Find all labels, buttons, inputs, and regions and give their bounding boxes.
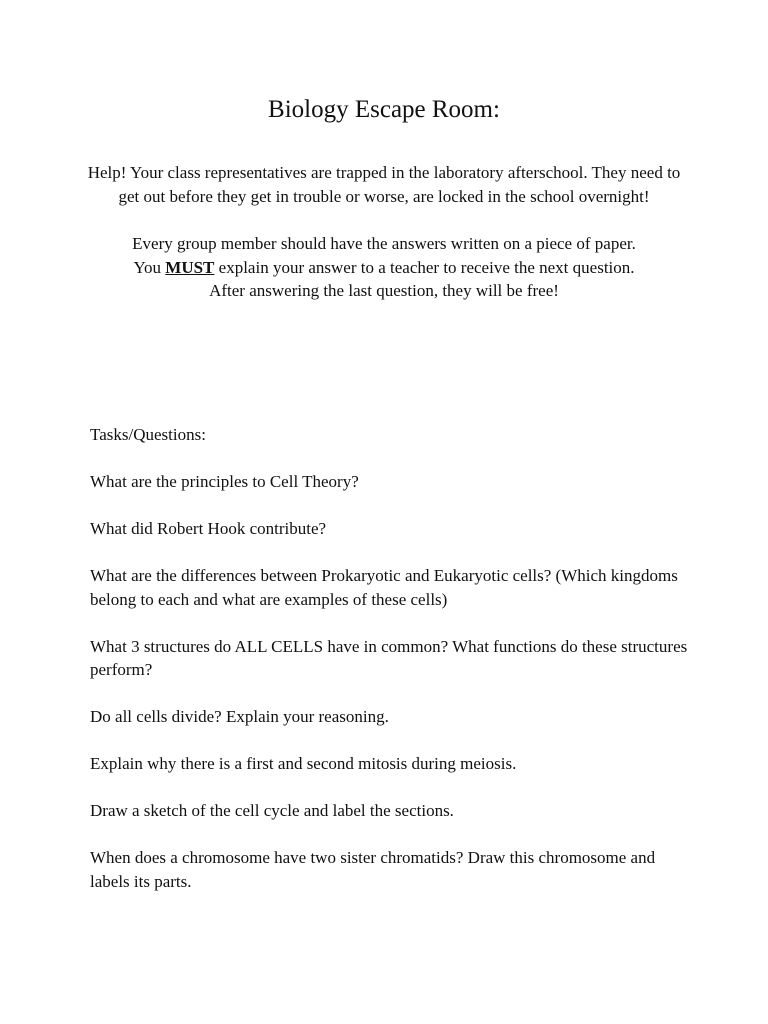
instruction-line-2-end: explain your answer to a teacher to receive the next question. — [214, 257, 635, 277]
instruction-line-1: Every group member should have the answers written on a piece of paper. — [132, 234, 636, 253]
intro-section — [84, 161, 684, 303]
instruction-line-2-start: You — [133, 257, 166, 277]
question-1: What are the principles to Cell Theory? — [90, 472, 359, 491]
must-emphasis: MUST — [165, 257, 215, 277]
question-2: What did Robert Hook contribute? — [90, 519, 327, 538]
instruction-line-3: After answering the last question, they will be free! — [209, 281, 559, 300]
question-7: Draw a sketch of the cell cycle and label the sections. — [90, 801, 454, 820]
instruction-line-2 — [84, 256, 684, 280]
intro-paragraph: Help! Your class representatives are trapped in the laboratory afterschool. They need to get out before they get in trouble or worse, are locked in the school overnight! — [87, 163, 681, 206]
question-4: What 3 structures do ALL CELLS have in common? What functions do these structures perform? — [90, 636, 688, 679]
question-5: Do all cells divide? Explain your reasoning. — [90, 707, 389, 726]
question-8: When does a chromosome have two sister chromatids? Draw this chromosome and labels its parts. — [90, 848, 656, 891]
spacer — [84, 208, 684, 232]
document-title: Biology Escape Room: — [268, 96, 500, 123]
question-6: Explain why there is a first and second mitosis during meiosis. — [90, 754, 517, 773]
question-3: What are the differences between Prokaryotic and Eukaryotic cells? (Which kingdoms belong to each and what are examples of these cells) — [90, 566, 678, 609]
tasks-heading: Tasks/Questions: — [90, 425, 206, 444]
tasks-section — [90, 423, 690, 917]
